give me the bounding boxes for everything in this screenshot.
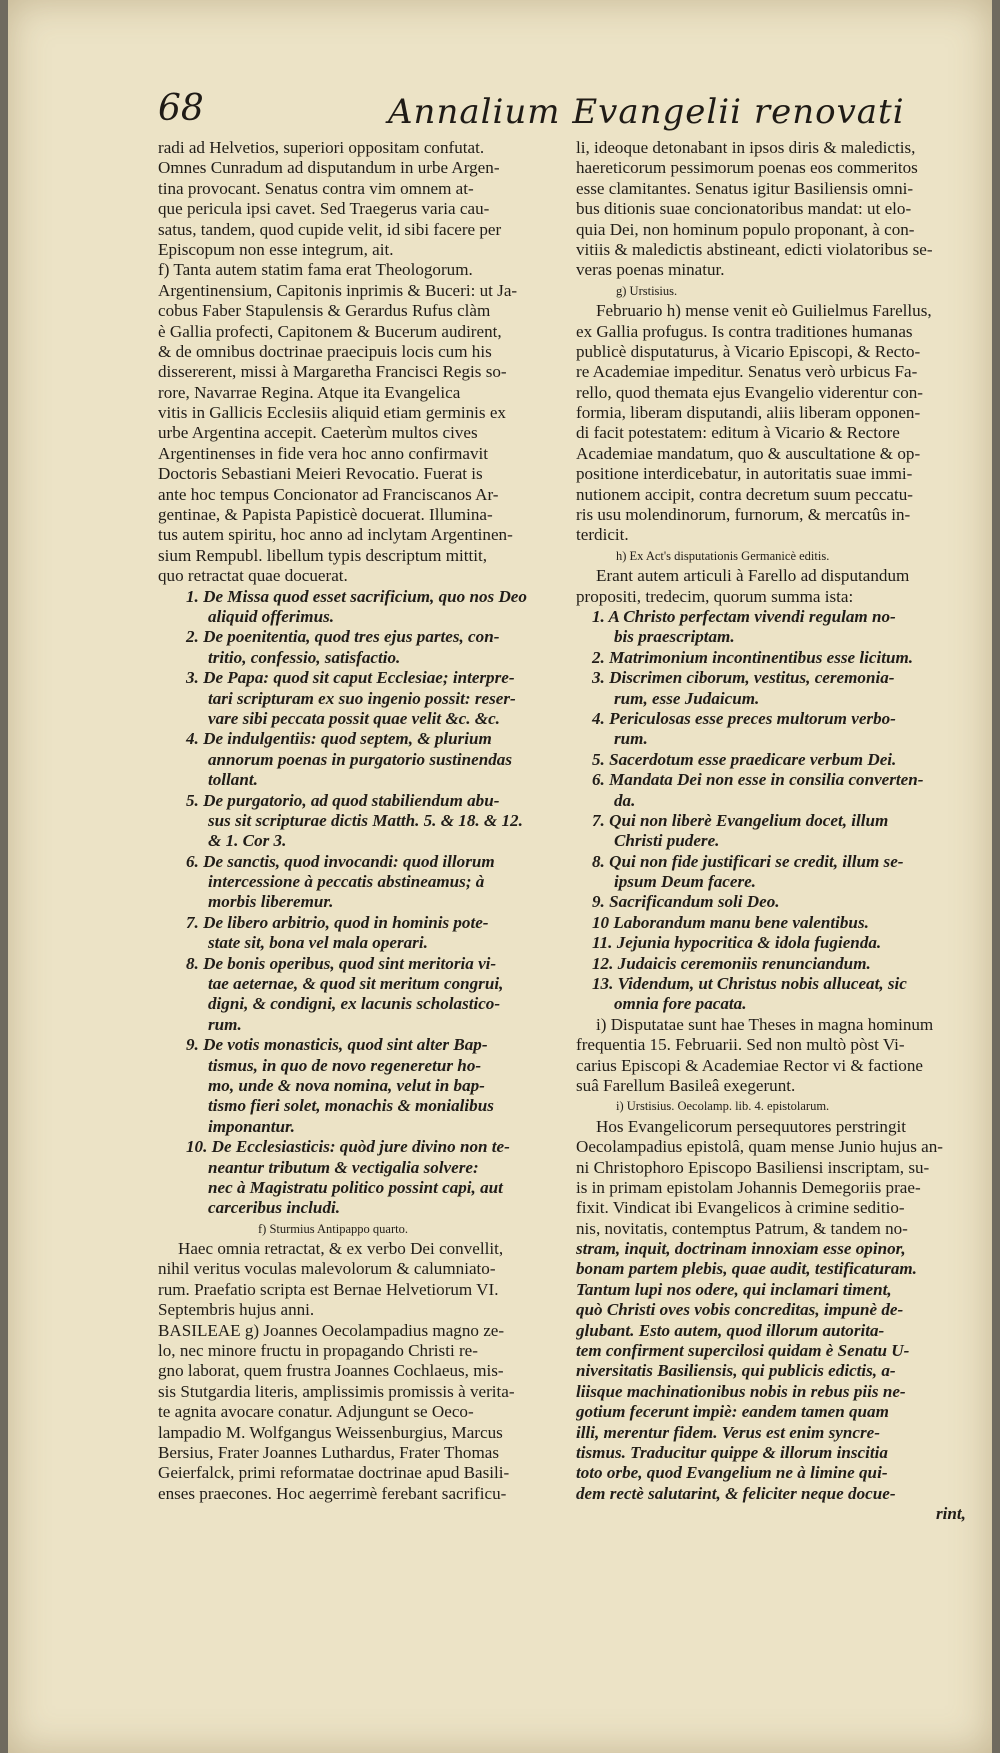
text-line: lo, nec minore fructu in propagando Christi re-: [158, 1341, 478, 1361]
italic-text-line: tem confirment supercilosi quidam è Senatu U-: [576, 1341, 910, 1361]
italic-text-line: 2. De poenitentia, quod tres ejus partes, con-: [186, 627, 500, 647]
text-line: Omnes Cunradum ad disputandum in urbe Argen-: [158, 158, 500, 178]
text-line: que pericula ipsi cavet. Sed Traegerus varia cau-: [158, 199, 490, 219]
italic-text-line: 11. Jejunia hypocritica & idola fugienda.: [592, 933, 882, 953]
italic-text-line: carceribus includi.: [208, 1198, 341, 1218]
italic-text-line: 2. Matrimonium incontinentibus esse licitum.: [592, 647, 914, 667]
text-line: publicè disputaturus, à Vicario Episcopi, & Recto-: [576, 341, 921, 361]
text-line: re Academiae impeditur. Senatus verò urbicus Fa-: [576, 362, 918, 382]
footnote-line: h) Ex Act's disputationis Germanicè editis.: [616, 548, 830, 563]
text-line: Februario h) mense venit eò Guilielmus Farellus,: [596, 301, 932, 321]
italic-text-line: tritio, confessio, satisfactio.: [208, 647, 401, 667]
italic-text-line: rum, esse Judaicum.: [614, 688, 760, 708]
italic-text-line: tismo fieri solet, monachis & monialibus: [208, 1096, 494, 1116]
italic-text-line: 7. Qui non liberè Evangelium docet, illum: [592, 810, 889, 830]
italic-text-line: da.: [614, 790, 636, 810]
text-line: nutionem accipit, contra decretum suum peccatu-: [576, 484, 913, 504]
text-line: fixit. Vindicat ibi Evangelicos à crimine seditio-: [576, 1198, 905, 1218]
text-line: rum. Praefatio scripta est Bernae Helvetiorum VI.: [158, 1279, 499, 1299]
italic-text-line: bis praescriptam.: [614, 627, 735, 647]
text-line: ni Christophoro Episcopo Basiliensi inscriptam, su-: [576, 1157, 930, 1177]
italic-text-line: 12. Judaicis ceremoniis renunciandum.: [592, 953, 871, 973]
text-line: haereticorum pessimorum poenas eos commeritos: [576, 158, 918, 178]
right-column: [576, 138, 981, 1525]
text-line: Oecolampadius epistolâ, quam mense Junio hujus an-: [576, 1137, 943, 1157]
italic-text-line: sus sit scripturae dictis Matth. 5. & 18. & 12.: [208, 810, 523, 830]
italic-text-line: glubant. Esto autem, quod illorum autorita-: [576, 1320, 885, 1340]
text-line: & de omnibus doctrinae praecipuis locis cum his: [158, 341, 492, 361]
text-line: Septembris hujus anni.: [158, 1300, 315, 1320]
italic-text-line: dem rectè salutarint, & feliciter neque docue-: [576, 1483, 896, 1503]
text-line: nihil veritus voculas malevolorum & calumniato-: [158, 1259, 496, 1279]
italic-text-line: tae aeternae, & quod sit meritum congrui,: [208, 974, 504, 994]
italic-text-line: Tantum lupi nos odere, qui inclamari timent,: [576, 1279, 892, 1299]
text-line: rore, Navarrae Regina. Atque ita Evangelica: [158, 382, 461, 402]
text-line: veras poenas minatur.: [576, 260, 725, 280]
text-line: i) Disputatae sunt hae Theses in magna hominum: [596, 1014, 934, 1034]
italic-text-line: 1. De Missa quod esset sacrificium, quo nos Deo: [186, 586, 527, 606]
text-line: Episcopum non esse integrum, ait.: [158, 239, 394, 259]
italic-text-line: gotium fecerunt impiè: eandem tamen quam: [576, 1402, 889, 1422]
italic-text-line: rum.: [614, 729, 648, 749]
running-head: Annalium Evangelii renovati: [388, 92, 905, 132]
text-line: carius Episcopi & Academiae Rector vi & factione: [576, 1055, 923, 1075]
text-line: is in primam epistolam Johannis Demegoriis prae-: [576, 1177, 921, 1197]
italic-text-line: 13. Videndum, ut Christus nobis alluceat, sic: [592, 974, 907, 994]
text-line: f) Tanta autem statim fama erat Theologorum.: [158, 260, 473, 280]
italic-text-line: 10. De Ecclesiasticis: quòd jure divino non te-: [186, 1137, 510, 1157]
italic-text-line: tari scripturam ex suo ingenio possit: reser-: [208, 688, 516, 708]
text-line: tina provocant. Senatus contra vim omnem at-: [158, 178, 474, 198]
text-line: te agnita avocare conatur. Adjungunt se Oeco-: [158, 1402, 474, 1422]
text-line: BASILEAE g) Joannes Oecolampadius magno ze-: [158, 1320, 505, 1340]
text-line: ex Gallia profugus. Is contra traditiones humanas: [576, 321, 913, 341]
italic-text-line: state sit, bona vel mala operari.: [208, 933, 428, 953]
italic-text-line: tollant.: [208, 770, 258, 790]
footnote-line: i) Urstisius. Oecolamp. lib. 4. epistolarum.: [616, 1099, 830, 1114]
italic-text-line: 1. A Christo perfectam vivendi regulam no-: [592, 606, 896, 626]
italic-text-line: rint,: [936, 1504, 966, 1524]
text-line: nis, novitatis, contemptus Patrum, & tandem no-: [576, 1218, 908, 1238]
text-line: terdicit.: [576, 525, 629, 545]
text-line: rello, quod themata ejus Evangelio viderentur con-: [576, 382, 923, 402]
italic-text-line: nec à Magistratu politico possint capi, aut: [208, 1177, 503, 1197]
text-line: gno laborat, quem frustra Joannes Cochlaeus, mis-: [158, 1361, 504, 1381]
page-header: [158, 88, 978, 138]
italic-text-line: quò Christi oves vobis concreditas, impunè de-: [576, 1300, 904, 1320]
italic-text-line: 8. De bonis operibus, quod sint meritoria vi-: [186, 953, 497, 973]
text-line: li, ideoque detonabant in ipsos diris & maledictis,: [576, 138, 916, 157]
footnote-line: f) Sturmius Antipappo quarto.: [258, 1221, 408, 1236]
italic-text-line: rum.: [208, 1014, 242, 1034]
italic-text-line: vare sibi peccata possit quae velit &c. &c.: [208, 708, 500, 728]
italic-text-line: 8. Qui non fide justificari se credit, illum se-: [592, 851, 904, 871]
text-line: dissererent, missi à Margaretha Francisci Regis so-: [158, 362, 507, 382]
italic-text-line: bonam partem plebis, quae audit, testificaturam.: [576, 1259, 917, 1279]
text-line: gentinae, & Papista Papisticè docuerat. Illumina-: [158, 505, 493, 525]
text-line: quo retractat quae docuerat.: [158, 566, 348, 586]
italic-text-line: 9. Sacrificandum soli Deo.: [592, 892, 780, 912]
footnote-line: g) Urstisius.: [616, 283, 678, 298]
italic-text-line: 3. De Papa: quod sit caput Ecclesiae; interpre-: [186, 668, 515, 688]
italic-text-line: aliquid offerimus.: [208, 606, 335, 626]
text-line: esse clamitantes. Senatus igitur Basiliensis omni-: [576, 178, 914, 198]
text-line: ante hoc tempus Concionator ad Franciscanos Ar-: [158, 484, 499, 504]
text-line: suâ Farellum Basileâ exegerunt.: [576, 1075, 796, 1095]
text-line: propositi, tredecim, quorum summa ista:: [576, 586, 854, 606]
text-line: vitiis & maledictis abstineant, edicti violatoribus se-: [576, 239, 933, 259]
italic-text-line: intercessione à peccatis abstineamus; à: [208, 872, 485, 892]
italic-text-line: 6. Mandata Dei non esse in consilia converten-: [592, 770, 924, 790]
italic-text-line: & 1. Cor 3.: [208, 831, 287, 851]
text-line: urbe Argentina accepit. Caeterùm multos cives: [158, 423, 478, 443]
italic-text-line: tismus. Traducitur quippe & illorum inscitia: [576, 1443, 888, 1462]
italic-text-line: annorum poenas in purgatorio sustinendas: [208, 749, 512, 769]
italic-text-line: illi, merentur fidem. Verus est enim syncre-: [576, 1422, 880, 1442]
italic-text-line: 5. Sacerdotum esse praedicare verbum Dei.: [592, 749, 897, 769]
text-line: positione interdicebatur, in autoritatis suae immi-: [576, 464, 913, 484]
italic-text-line: omnia fore pacata.: [614, 994, 747, 1014]
text-line: lampadio M. Wolfgangus Weissenburgius, Marcus: [158, 1422, 503, 1442]
italic-text-line: 4. De indulgentiis: quod septem, & plurium: [186, 729, 492, 749]
text-line: sium Rempubl. libellum typis descriptum mittit,: [158, 545, 488, 565]
text-line: enses praecones. Hoc aegerrimè ferebant sacrificu-: [158, 1483, 507, 1503]
italic-text-line: Christi pudere.: [614, 831, 720, 851]
left-column: [158, 138, 563, 1504]
italic-text-line: tismus, in quo de novo regeneretur ho-: [208, 1055, 482, 1075]
text-line: Argentinensium, Capitonis inprimis & Buceri: ut Ja-: [158, 280, 518, 300]
text-line: Geierfalck, primi reformatae doctrinae apud Basili-: [158, 1463, 510, 1483]
text-line: quia Dei, non hominum populo proponant, à con-: [576, 219, 915, 239]
italic-text-line: 7. De libero arbitrio, quod in hominis pote-: [186, 912, 489, 932]
italic-text-line: digni, & condigni, ex lacunis scholastico-: [208, 994, 501, 1014]
italic-text-line: toto orbe, quod Evangelium ne à limine qui-: [576, 1463, 888, 1483]
text-line: radi ad Helvetios, superiori oppositam confutat.: [158, 138, 485, 157]
text-line: vitis in Gallicis Ecclesiis aliquid etiam germinis ex: [158, 403, 506, 423]
italic-text-line: 4. Periculosas esse preces multorum verbo-: [592, 708, 896, 728]
italic-text-line: 9. De votis monasticis, quod sint alter Bap-: [186, 1035, 488, 1055]
italic-text-line: mo, unde & nova nomina, velut in bap-: [208, 1075, 485, 1095]
text-line: bus ditionis suae concionatoribus mandat: ut elo-: [576, 199, 912, 219]
text-line: è Gallia profecti, Capitonem & Bucerum audirent,: [158, 321, 502, 341]
italic-text-line: niversitatis Basiliensis, qui publicis edictis, a-: [576, 1361, 896, 1381]
text-line: Erant autem articuli à Farello ad disputandum: [596, 566, 910, 586]
italic-text-line: imponantur.: [208, 1116, 295, 1136]
text-line: Doctoris Sebastiani Meieri Revocatio. Fuerat is: [158, 464, 483, 484]
text-line: cobus Faber Stapulensis & Gerardus Rufus clàm: [158, 301, 491, 321]
italic-text-line: neantur tributum & vectigalia solvere:: [208, 1157, 479, 1177]
book-page: [8, 0, 992, 1753]
italic-text-line: ipsum Deum facere.: [614, 872, 756, 892]
italic-text-line: 3. Discrimen ciborum, vestitus, ceremonia-: [592, 668, 895, 688]
italic-text-line: 6. De sanctis, quod invocandi: quod illorum: [186, 851, 495, 871]
italic-text-line: liisque machinationibus nobis in rebus piis ne-: [576, 1381, 906, 1401]
text-line: Bersius, Frater Joannes Luthardus, Frater Thomas: [158, 1443, 500, 1462]
text-line: frequentia 15. Februarii. Sed non multò pòst Vi-: [576, 1035, 905, 1055]
italic-text-line: stram, inquit, doctrinam innoxiam esse opinor,: [576, 1239, 906, 1259]
page-number: 68: [158, 88, 204, 129]
italic-text-line: 5. De purgatorio, ad quod stabiliendum abu-: [186, 790, 500, 810]
italic-text-line: 10 Laborandum manu bene valentibus.: [592, 912, 869, 932]
text-line: sis Stutgardia literis, amplissimis promissis à verita-: [158, 1381, 515, 1401]
text-line: satus, tandem, quod cupide velit, id sibi facere per: [158, 219, 502, 239]
text-line: formia, liberam disputandi, aliis liberam opponen-: [576, 403, 921, 423]
text-line: tus autem spiritu, hoc anno ad inclytam Argentinen-: [158, 525, 513, 545]
text-line: Academiae mandatum, quo & auscultatione & op-: [576, 443, 921, 463]
text-line: ris usu molendinorum, furnorum, & mercatûs in-: [576, 505, 911, 525]
text-line: Argentinenses in fide vera hoc anno confirmavit: [158, 443, 489, 463]
italic-text-line: morbis liberemur.: [208, 892, 334, 912]
text-line: di facit potestatem: editum à Vicario & Rectore: [576, 423, 900, 443]
text-line: Haec omnia retractat, & ex verbo Dei convellit,: [178, 1239, 504, 1259]
text-line: Hos Evangelicorum persequutores perstringit: [596, 1116, 906, 1136]
